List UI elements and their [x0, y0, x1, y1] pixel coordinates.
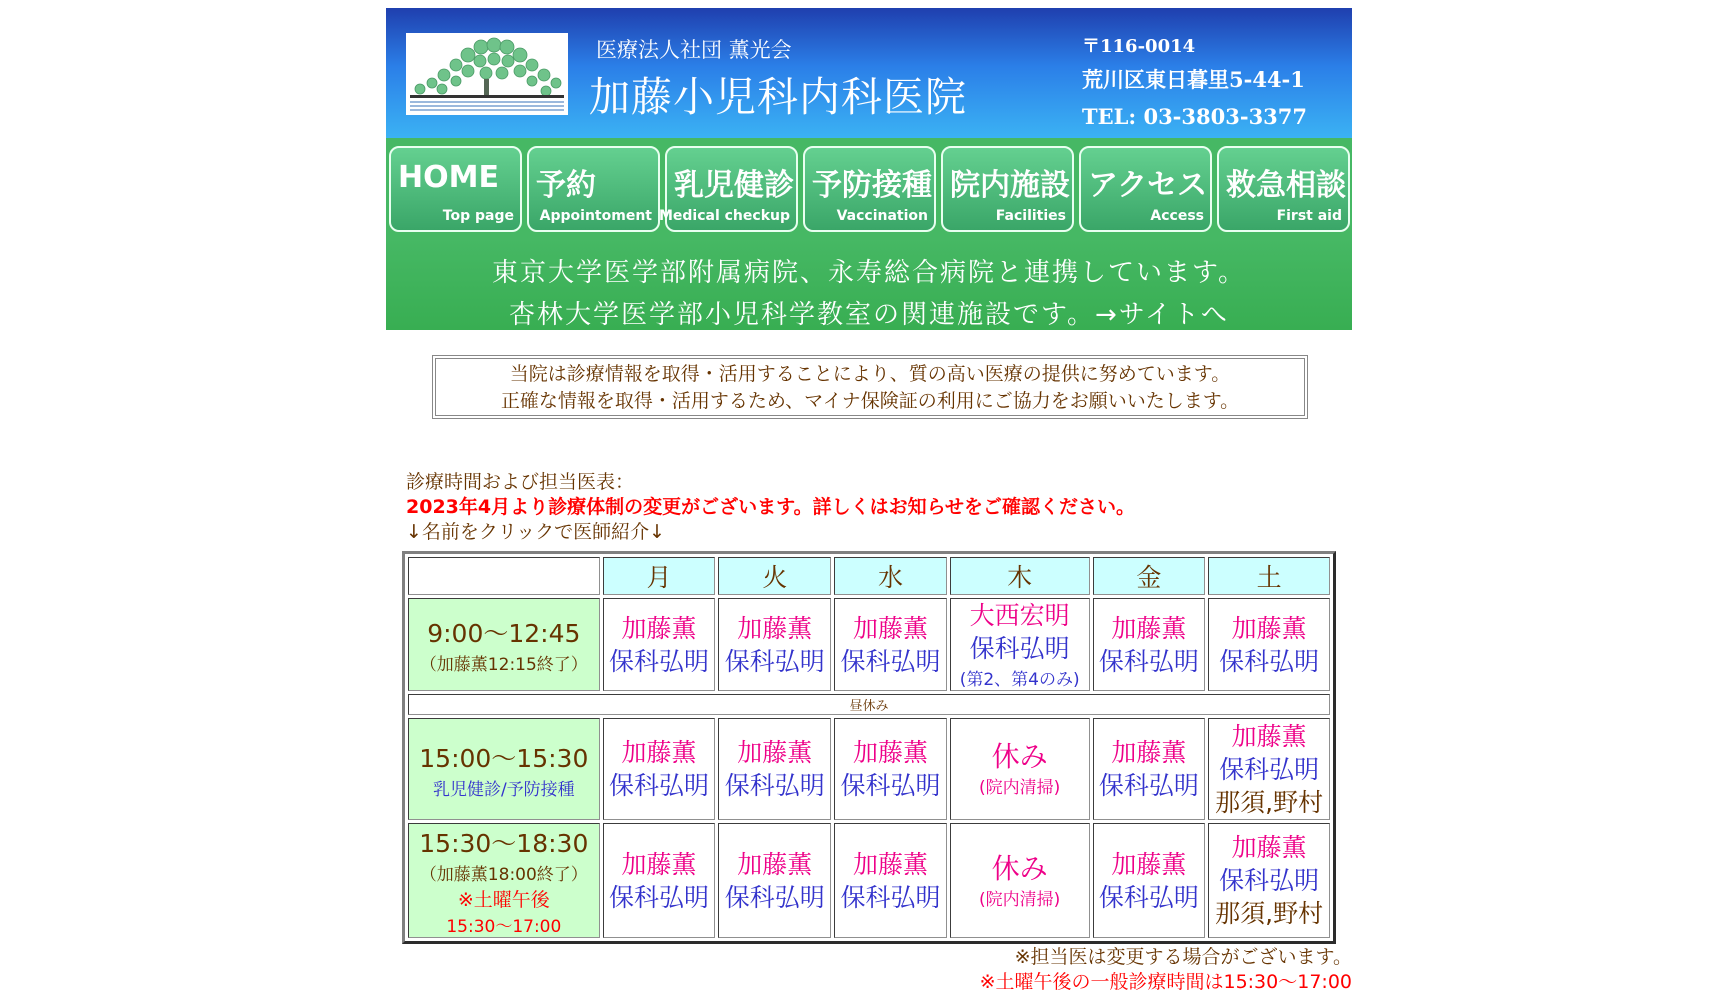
doctor-link[interactable]: 加藤薫 [737, 613, 813, 643]
doctor-link[interactable]: 加藤薫 [737, 849, 813, 879]
doctor-link[interactable]: 保科弘明 [1098, 771, 1199, 800]
doctor-link[interactable]: 那須,野村 [1215, 787, 1324, 817]
closed-cell [950, 823, 1090, 938]
table-header-row [408, 557, 1330, 595]
doctor-link[interactable]: 加藤薫 [1111, 613, 1187, 643]
lunch-row [408, 694, 1330, 715]
doctor-cell [718, 598, 831, 691]
schedule-change-alert[interactable]: 2023年4月より診療体制の変更がございます。詳しくはお知らせをご確認ください。 [406, 496, 1136, 518]
doctor-link[interactable]: 加藤薫 [621, 613, 697, 643]
doctor-link[interactable]: 加藤薫 [1111, 849, 1187, 879]
doctor-link[interactable]: 那須,野村 [1215, 899, 1324, 928]
doctor-link[interactable]: 加藤薫 [1231, 721, 1307, 751]
site-header [386, 8, 1352, 138]
doctor-link[interactable]: 保科弘明 [1219, 646, 1320, 676]
nav-label: HOME [398, 160, 499, 195]
nav-label: 予約 [536, 168, 596, 203]
doctor-link[interactable]: 加藤薫 [1231, 833, 1307, 862]
doctor-link[interactable]: 加藤薫 [621, 849, 697, 879]
doctor-cell [718, 718, 831, 820]
doctor-link[interactable]: 保科弘明 [724, 771, 825, 800]
nav-label: 院内施設 [950, 168, 1070, 203]
notice-box [432, 355, 1308, 419]
affiliation-banner [386, 238, 1352, 330]
nav-access[interactable] [1079, 146, 1212, 232]
day-thu: 木 [950, 557, 1090, 595]
zip-code: 〒116-0014 [1082, 36, 1196, 57]
doctor-link[interactable]: 保科弘明 [1098, 646, 1199, 676]
closed-label: 休み [991, 740, 1048, 773]
day-wed: 水 [834, 557, 947, 595]
nav-medical-checkup[interactable] [658, 146, 798, 232]
schedule-hint: ↓名前をクリックで医師紹介↓ [406, 521, 666, 543]
closed-note: (院内清掃) [979, 889, 1061, 910]
nav-label: 予防接種 [812, 168, 932, 203]
nav-vaccination[interactable] [803, 146, 936, 232]
footnote-2: ※土曜午後の一般診療時間は15:30～17:00 [979, 971, 1352, 993]
doctor-link[interactable]: 保科弘明 [609, 646, 710, 676]
phone-number[interactable]: TEL: 03-3803-3377 [1082, 104, 1308, 129]
day-sat: 土 [1208, 557, 1330, 595]
checkup-link[interactable]: 乳児健診 [432, 779, 501, 800]
vaccination-link[interactable]: 予防接種 [506, 779, 575, 800]
doctor-link[interactable]: 保科弘明 [1219, 754, 1320, 784]
doctor-cell [1208, 718, 1330, 820]
time-cell-afternoon-1 [408, 718, 600, 820]
time-note: （加藤薫12:15終了） [419, 655, 588, 675]
org-name: 医療法人社団 薫光会 [596, 38, 792, 62]
nav-label: 救急相談 [1226, 168, 1346, 203]
table-row [408, 718, 1330, 820]
doctor-link[interactable]: 加藤薫 [852, 849, 928, 879]
time-cell-afternoon-2 [408, 823, 600, 938]
saturday-label: ※土曜午後 [457, 889, 550, 911]
schedule-heading: 診療時間および担当医表： [406, 471, 635, 493]
doctor-link[interactable]: 加藤薫 [737, 738, 813, 767]
nav-facilities[interactable] [941, 146, 1074, 232]
tree-logo[interactable] [406, 33, 568, 115]
nav-sublabel: Facilities [995, 208, 1066, 224]
lunch-break: 昼休み [408, 694, 1330, 715]
corner-cell [408, 557, 600, 595]
notice-line-1: 当院は診療情報を取得・活用することにより、質の高い医療の提供に努めています。 [509, 363, 1231, 385]
time-note [409, 775, 599, 800]
doctor-cell [950, 598, 1090, 691]
time-range: 15:30～18:30 [419, 829, 589, 858]
banner-link[interactable]: 杏林大学医学部小児科学教室の関連施設です。→サイトへ [509, 300, 1229, 330]
page-container [386, 8, 1352, 330]
time-note: （加藤薫18:00終了） [419, 865, 588, 885]
schedule-table [402, 551, 1336, 944]
doctor-cell [1093, 718, 1206, 820]
nav-appointment[interactable] [527, 146, 660, 232]
time-cell-morning [408, 598, 600, 691]
doctor-link[interactable]: 保科弘明 [840, 771, 941, 800]
doctor-cell [718, 823, 831, 938]
time-range: 9:00～12:45 [427, 619, 581, 648]
doctor-cell [603, 823, 716, 938]
schedule-intro [406, 470, 1135, 545]
doctor-link[interactable]: 加藤薫 [1111, 738, 1187, 767]
clinic-name: 加藤小児科内科医院 [589, 73, 967, 121]
doctor-link[interactable]: 保科弘明 [724, 882, 825, 912]
doctor-link[interactable]: 加藤薫 [852, 738, 928, 767]
nav-sublabel: Top page [442, 208, 514, 224]
doctor-cell [603, 598, 716, 691]
nav-sublabel: Appointoment [539, 208, 652, 224]
day-tue: 火 [718, 557, 831, 595]
doctor-link[interactable]: 保科弘明 [1098, 882, 1199, 912]
schedule-footnotes [980, 945, 1352, 995]
doctor-cell [1208, 598, 1330, 691]
time-range: 15:00～15:30 [419, 743, 589, 773]
doctor-link[interactable]: 保科弘明 [840, 646, 941, 676]
banner-line-1: 東京大学医学部附属病院、永寿総合病院と連携しています。 [492, 258, 1246, 288]
doctor-cell [834, 823, 947, 938]
nav-label: アクセス [1088, 168, 1208, 203]
closed-label: 休み [991, 851, 1048, 885]
nav-sublabel: Access [1150, 208, 1204, 224]
doctor-link[interactable]: 保科弘明 [724, 646, 825, 676]
doctor-link[interactable]: 保科弘明 [609, 771, 710, 800]
nav-sublabel: Vaccination [836, 208, 928, 224]
main-nav [386, 138, 1352, 238]
doctor-cell [1093, 823, 1206, 938]
day-mon: 月 [603, 557, 716, 595]
doctor-cell [1208, 823, 1330, 938]
doctor-cell [1093, 598, 1206, 691]
footnote-1: ※担当医は変更する場合がございます。 [1014, 946, 1352, 968]
doctor-link[interactable]: 保科弘明 [840, 882, 941, 912]
doctor-link[interactable]: 加藤薫 [621, 738, 697, 767]
separator: / [500, 779, 507, 800]
doctor-link[interactable]: 保科弘明 [609, 882, 710, 912]
doctor-note: (第2、第4のみ) [959, 670, 1080, 690]
nav-home[interactable] [389, 146, 522, 232]
doctor-link[interactable]: 保科弘明 [969, 634, 1070, 663]
notice-inner [435, 358, 1305, 416]
day-fri: 金 [1093, 557, 1206, 595]
closed-note: (院内清掃) [979, 778, 1061, 798]
address: 荒川区東日暮里5-44-1 [1082, 67, 1305, 92]
notice-line-2: 正確な情報を取得・活用するため、マイナ保険証の利用にご協力をお願いいたします。 [500, 390, 1240, 412]
doctor-cell [603, 718, 716, 820]
doctor-cell [834, 598, 947, 691]
table-row [408, 823, 1330, 938]
doctor-link[interactable]: 加藤薫 [852, 613, 928, 643]
nav-sublabel: Medical checkup [658, 208, 790, 224]
nav-sublabel: First aid [1276, 208, 1342, 224]
doctor-link[interactable]: 加藤薫 [1231, 613, 1307, 643]
doctor-cell [834, 718, 947, 820]
nav-label: 乳児健診 [674, 168, 794, 203]
closed-cell [950, 718, 1090, 820]
contact-block [1082, 32, 1307, 129]
doctor-link[interactable]: 保科弘明 [1219, 866, 1320, 895]
saturday-time: 15:30～17:00 [446, 917, 562, 937]
nav-first-aid[interactable] [1217, 146, 1350, 232]
doctor-link[interactable]: 大西宏明 [969, 601, 1070, 630]
table-row [408, 598, 1330, 691]
